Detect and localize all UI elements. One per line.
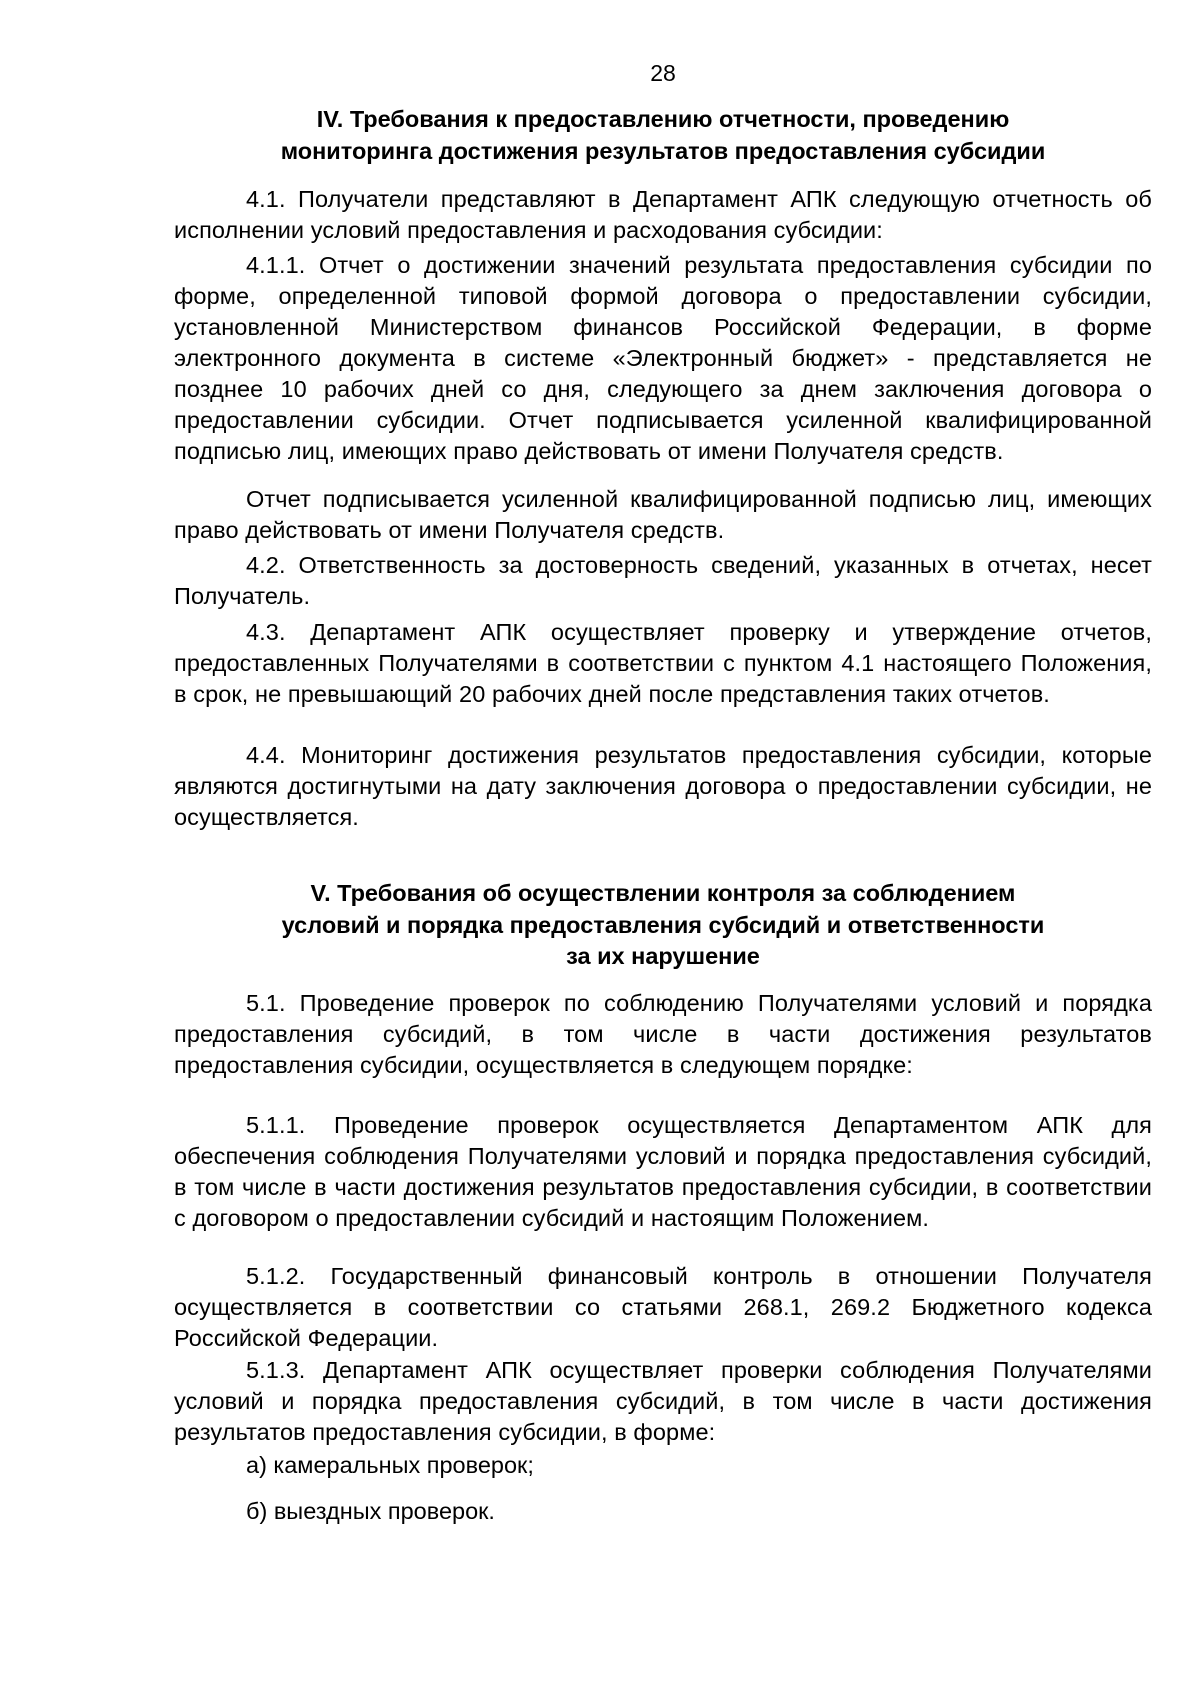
paragraph-5-1-2: 5.1.2. Государственный финансовый контроль в отношении Получателя осуществляется в соответствии со статьями 268.1, 269.2 Бюджетного кодекса Российской Федерации. (174, 1263, 1152, 1351)
paragraph-5-1-3: 5.1.3. Департамент АПК осуществляет проверки соблюдения Получателями условий и порядка предоставления субсидий, в том числе в части достижения результатов предоставления субсидии, в форме: (174, 1357, 1152, 1445)
paragraph-5-1: 5.1. Проведение проверок по соблюдению Получателями условий и порядка предоставления субсидий, в том числе в части достижения результатов предоставления субсидии, осуществляется в следующем порядке: (174, 990, 1152, 1078)
page-number: 28 (650, 60, 676, 86)
section-5-heading-line-1: V. Требования об осуществлении контроля за соблюдением (310, 880, 1016, 906)
paragraph-4-1-1: 4.1.1. Отчет о достижении значений результата предоставления субсидии по форме, определенной типовой формой договора о предоставлении субсидии, установленной Министерством финансов Российской Федерации, в форме электронного документа в системе «Электронный бюджет» - представляется не позднее 10 рабочих дней со дня, следующего за днем заключения договора о предоставлении субсидии. Отчет подписывается усиленной квалифицированной подписью лиц, имеющих право действовать от имени Получателя средств. (174, 252, 1152, 464)
section-5-heading-line-3: за их нарушение (566, 943, 760, 970)
paragraph-4-1: 4.1. Получатели представляют в Департамент АПК следующую отчетность об исполнении условий предоставления и расходования субсидии: (174, 186, 1152, 243)
section-5-heading (174, 878, 1152, 973)
section-5-heading-line-2: условий и порядка предоставления субсидий и ответственности (281, 911, 1045, 938)
paragraph-4-2: 4.2. Ответственность за достоверность сведений, указанных в отчетах, несет Получатель. (174, 552, 1152, 609)
list-item-b: б) выездных проверок. (246, 1498, 495, 1524)
section-4-heading-line-1: IV. Требования к предоставлению отчетности, проведению (316, 106, 1010, 132)
list-item-a: а) камеральных проверок; (246, 1452, 534, 1478)
paragraph-5-1-1: 5.1.1. Проведение проверок осуществляется Департаментом АПК для обеспечения соблюдения Получателями условий и порядка предоставления субсидий, в том числе в части достижения результатов предоставления субсидии, в соответствии с договором о предоставлении субсидий и настоящим Положением. (174, 1112, 1152, 1231)
section-4-heading-line-2: мониторинга достижения результатов предоставления субсидии (280, 137, 1046, 164)
paragraph-4-4: 4.4. Мониторинг достижения результатов предоставления субсидии, которые являются достигнутыми на дату заключения договора о предоставлении субсидии, не осуществляется. (174, 742, 1152, 830)
paragraph-report-signature: Отчет подписывается усиленной квалифицированной подписью лиц, имеющих право действовать от имени Получателя средств. (174, 486, 1152, 543)
section-4-heading (174, 104, 1152, 167)
paragraph-4-3: 4.3. Департамент АПК осуществляет проверку и утверждение отчетов, предоставленных Получателями в соответствии с пунктом 4.1 настоящего Положения, в срок, не превышающий 20 рабочих дней после представления таких отчетов. (174, 619, 1152, 707)
